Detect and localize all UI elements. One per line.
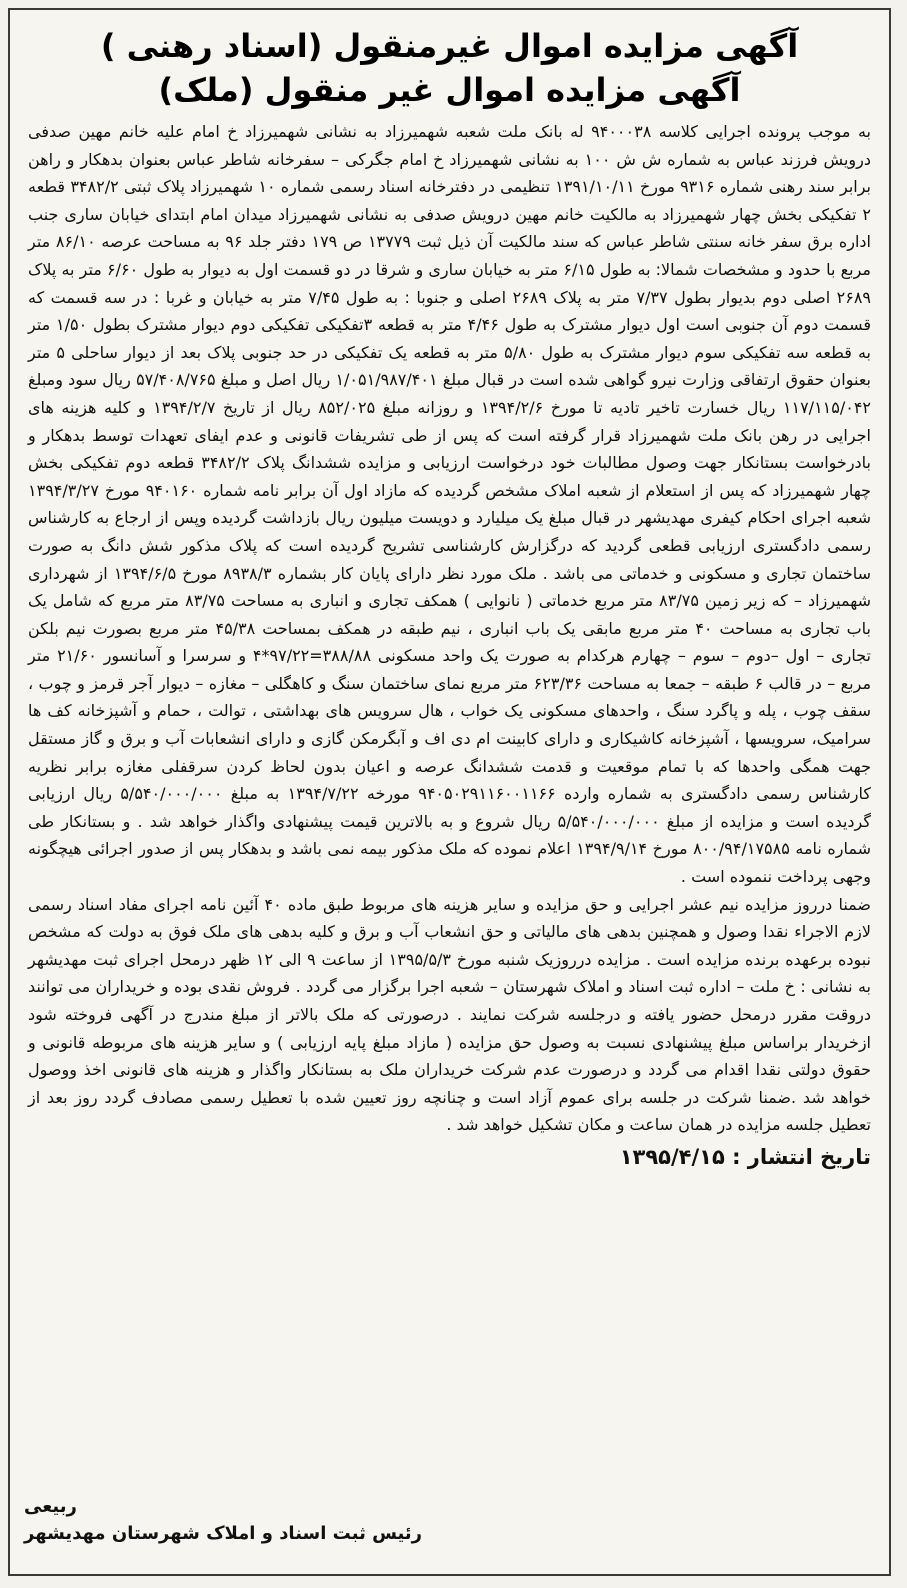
publish-date-label: تاریخ انتشار : [732, 1144, 871, 1169]
notice-title-primary: آگهی مزایده اموال غیرمنقول (اسناد رهنی ) [100, 27, 799, 65]
signer-title: رئیس ثبت اسناد و املاک شهرستان مهدیشهر [24, 1523, 423, 1544]
notice-paragraph-main: به موجب پرونده اجرایی کلاسه ۹۴۰۰۰۳۸ له بانک ملت شعبه شهمیرزاد به نشانی شهمیرزاد خ امام علیه خانم مهین صدفی درویش فرزند عباس به شماره ش ش ۱۰۰ به نشانی شهمیرزاد خ امام جگرکی – سفرخانه شاطر عباس بعنوان بدهکار و راهن برابر سند رهنی شماره ۹۳۱۶ مورخ ۱۳۹۱/۱۰/۱۱ تنظیمی در دفترخانه اسناد رسمی شماره ۱۰ شهمیرزاد پلاک ثبتی ۳۴۸۲/۲ قطعه ۲ تفکیکی بخش چهار شهمیرزاد به مالکیت خانم مهین درویش صدفی به نشانی شهمیرزاد میدان امام ابتدای خیابان ساری جنب اداره برق سفر خانه سنتی شاطر عباس که سند مالکیت آن ذیل ثبت ۱۳۷۷۹ ص ۱۷۹ دفتر جلد ۹۶ به مساحت عرصه ۸۶/۱۰ متر مربع با حدود و مشخصات شمالا: به طول ۶/۱۵ متر به خیابان ساری و شرقا در دو قسمت اول به دیوار به طول ۶/۶۰ متر به پلاک ۲۶۸۹ اصلی دوم بدیوار بطول ۷/۳۷ متر به پلاک ۲۶۸۹ اصلی و جنوبا : به طول ۷/۴۵ متر به خیابان و غربا : در سه قسمت که قسمت دوم آن جنوبی است اول دیوار مشترک به طول ۴/۴۶ متر به قطعه ۳تفکیکی تفکیکی دوم دیوار مشترک بطول ۱/۵۰ متر به قطعه سه تفکیکی سوم دیوار مشترک به طول ۵/۸۰ متر به قطعه یک تفکیکی در حد جنوبی پلاک بعد از دیوار ساحلی ۵ متر بعنوان حقوق ارتفاقی وزارت نیرو گواهی شده است در قبال مبلغ ۱/۰۵۱/۹۸۷/۴۰۱ ریال اصل و مبلغ ۵۷/۴۰۸/۷۶۵ ریال سود ومبلغ ۱۱۷/۱۱۵/۰۴۲ ریال خسارت تاخیر تادیه تا مورخ ۱۳۹۴/۲/۶ و روزانه مبلغ ۸۵۲/۰۲۵ ریال از تاریخ ۱۳۹۴/۲/۷ و کلیه هزینه های اجرایی در رهن بانک ملت شهمیرزاد قرار گرفته است که پس از طی تشریفات قانونی و عدم ایفای تعهدات توسط بدهکار و بادرخواست بستانکار جهت وصول مطالبات خود درخواست ارزیابی و مزایده ششدانگ پلاک ۳۴۸۲/۲ قطعه دوم تفکیکی بخش چهار شهمیرزاد که پس از استعلام از شعبه املاک مشخص گردیده که مازاد اول آن برابر نامه شماره ۹۴۰۱۶۰ مورخ ۱۳۹۴/۳/۲۷ شعبه اجرای احکام کیفری مهدیشهر در قبال مبلغ یک میلیارد و دویست میلیون ریال بازداشت گردیده وپس از ارجاع به کارشناس رسمی دادگستری ارزیابی قطعی گردید که درگزارش کارشناسی تشریح گردیده است که پلاک مذکور شش دانگ به صورت ساختمان تجاری و مسکونی و خدماتی می باشد . ملک مورد نظر دارای پایان کار بشماره ۸۹۳۸/۳ مورخ ۱۳۹۴/۶/۵ از شهرداری شهمیرزاد – که زیر زمین ۸۳/۷۵ متر مربع خدماتی ( نانوایی ) همکف تجاری و انباری به مساحت ۸۳/۷۵ متر مربع که شامل یک باب تجاری به مساحت ۴۰ متر مربع مابقی یک باب انباری ، نیم طبقه در همکف بمساحت ۴۵/۳۸ متر مربع بصورت نیم بلکن تجاری – اول –دوم – سوم – چهارم هرکدام به صورت یک واحد مسکونی ۳۸۸/۸۸=۹۷/۲۲*۴ و سرسرا و آسانسور ۲۱/۶۰ متر مربع – در قالب ۶ طبقه – جمعا به مساحت ۶۲۳/۳۶ متر مربع نمای ساختمان سنگ و کاهگلی – مغازه – دیوار آجر قرمز و چوب ، سقف چوب ، پله و پاگرد سنگ ، واحدهای مسکونی یک خواب ، هال سرویس های بهداشتی ، توالت ، حمام و آشپزخانه کف ها سرامیک، سرویسها ، آشپزخانه کاشیکاری و دارای کابینت ام دی اف و آبگرمکن گازی و دارای انشعابات آب و برق و گاز مستقل جهت همگی واحدها که با تمام موقعیت و قدمت ششدانگ عرصه و اعیان بدون لحاظ کردن سرقفلی مغازه برابر نظریه کارشناس رسمی دادگستری به شماره وارده ۹۴۰۵۰۲۹۱۱۶۰۰۱۱۶۶ مورخه ۱۳۹۴/۷/۲۲ به مبلغ ۵/۵۴۰/۰۰۰/۰۰۰ ریال ارزیابی گردیده است و مزایده از مبلغ ۵/۵۴۰/۰۰۰/۰۰۰ ریال شروع و به بالاترین قیمت پیشنهادی واگذار خواهد شد . و بستانکار طی شماره نامه ۸۰۰/۹۴/۱۷۵۸۵ مورخ ۱۳۹۴/۹/۱۴ اعلام نموده که ملک مذکور بیمه نمی باشد و بدهکار پس از صدور اجرائی هیچگونه وجهی پرداخت ننموده است . [28, 122, 872, 887]
notice-title-secondary: آگهی مزایده اموال غیر منقول (ملک) [158, 71, 741, 109]
publish-date [28, 1141, 871, 1173]
notice-paragraph-terms: ضمنا درروز مزایده نیم عشر اجرایی و حق مزایده و سایر هزینه های مربوط طبق ماده ۴۰ آئین نامه اجرای مفاد اسناد رسمی لازم الاجراء نقدا وصول و همچنین بدهی های مالیاتی و حق انشعاب آب و برق و کلیه بدهی های ملک فوق به دولت که مشخص نبوده برعهده برنده مزایده است . مزایده درروزیک شنبه مورخ ۱۳۹۵/۵/۳ از ساعت ۹ الی ۱۲ ظهر درمحل اجرای ثبت مهدیشهر به نشانی : خ ملت – اداره ثبت اسناد و املاک شهرستان – شعبه اجرا برگزار می گردد . فروش نقدی بوده و خریداران می توانند دروقت مقرر درمحل حضور یافته و درجلسه شرکت نمایند . درصورتی که ملک بالاتر از مبلغ مندرج در آگهی فروخته شود ازخریدار براساس مبلغ پیشنهادی نسبت به وصول حق مزایده ( مازاد مبلغ پایه ارزیابی ) و سایر هزینه های مربوطه قانونی و حقوق دولتی نقدا اقدام می گردد و درصورت عدم شرکت خریداران ملک به بستانکار واگذار و هزینه های قانونی اخذ ووصول خواهد شد .ضمنا شرکت در جلسه برای عموم آزاد است و چنانچه روز تعیین شده با تعطیل رسمی مصادف گردد روز بعد از تعطیل جلسه مزایده در همان ساعت و مکان تشکیل خواهد شد . [28, 894, 872, 1135]
publish-date-value: ۱۳۹۵/۴/۱۵ [619, 1144, 725, 1169]
signer-name: ربیعی [24, 1496, 77, 1517]
notice-frame [8, 8, 891, 1576]
notice-body [28, 118, 871, 1139]
signature-block [24, 1494, 422, 1548]
